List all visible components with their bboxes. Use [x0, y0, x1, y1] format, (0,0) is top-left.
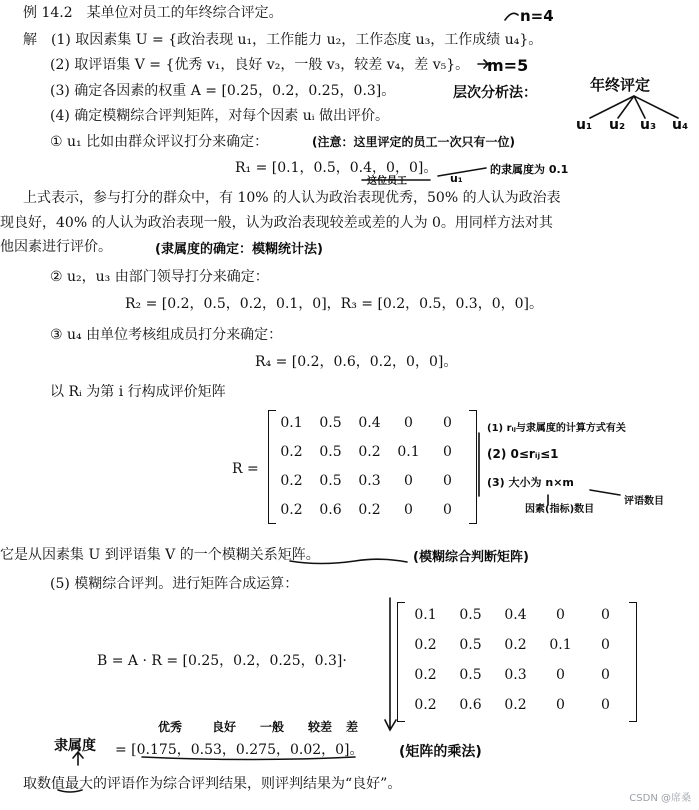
- matrix-cell: 0.3: [358, 473, 381, 489]
- paragraph-2: 以 Rᵢ 为第 i 行构成评价矩阵: [50, 384, 226, 400]
- note-property-1: (1) rᵢⱼ与隶属度的计算方式有关: [487, 423, 626, 434]
- arrow-comment-count: [590, 490, 620, 495]
- note-tree-root: 年终评定: [590, 76, 651, 94]
- b-equation: B = A · R = [0.25，0.2，0.25，0.3]·: [97, 653, 347, 669]
- underline-fuzzy-relation: [290, 559, 407, 563]
- case-3-u4: ③ u₄ 由单位考核组成员打分来确定：: [50, 327, 283, 343]
- r1-vector: R₁ = [0.1，0.5，0.4，0，0]。: [235, 160, 438, 176]
- note-comment-count: 评语数目: [624, 496, 664, 507]
- matrix-cell: 0.1: [549, 637, 572, 653]
- matrix-cell: 0.5: [319, 473, 342, 489]
- matrix-cell: 0.5: [319, 444, 342, 460]
- matrix-cell: 0.2: [358, 444, 381, 460]
- r4-vector: R₄ = [0.2，0.6，0.2，0，0]。: [255, 354, 458, 370]
- note-tree-leaf-2: u₂: [609, 117, 626, 133]
- matrix-cell: 0.2: [504, 637, 527, 653]
- matrix-cell: 0: [443, 473, 452, 489]
- matrix-cell: 0.5: [459, 607, 482, 623]
- note-property-3: (3) 大小为 n×m: [487, 476, 574, 489]
- note-factor-count: 因素(指标)数目: [525, 504, 595, 515]
- matrix-cell: 0.4: [358, 415, 381, 431]
- matrix-cell: 0: [443, 415, 452, 431]
- paragraph-1-line-c: 他因素进行评价。: [0, 239, 112, 255]
- result-vector: = [0.175，0.53，0.275，0.02，0]。: [115, 742, 364, 758]
- watermark: CSDN @席桑: [629, 793, 691, 804]
- note-matrix-multiplication: (矩阵的乘法): [399, 744, 482, 760]
- matrix-cell: 0: [556, 697, 565, 713]
- matrix-cell: 0: [556, 667, 565, 683]
- matrix-cell: 0.5: [319, 415, 342, 431]
- step-3-weights: (3) 确定各因素的权重 A = [0.25，0.2，0.25，0.3]。: [50, 83, 396, 99]
- matrix-cell: 0.4: [504, 607, 527, 623]
- note-fuzzy-judgment-matrix: (模糊综合判断矩阵): [413, 550, 529, 565]
- note-n-equals-4: n=4: [520, 7, 554, 25]
- matrix-cell: 0.5: [459, 667, 482, 683]
- matrix-cell: 0: [443, 444, 452, 460]
- grade-label-bad: 差: [346, 720, 359, 734]
- matrix-cell: 0: [601, 637, 610, 653]
- underline-result: [142, 757, 355, 760]
- matrix-cell: 0: [404, 502, 413, 518]
- arrow-matrix-down: [385, 598, 396, 730]
- matrix-cell: 0.1: [397, 444, 420, 460]
- paragraph-1-line-a: 上式表示，参与打分的群众中，有 10% 的人认为政治表现优秀，50% 的人认为政治表: [23, 190, 561, 206]
- matrix-cell: 0.2: [280, 444, 303, 460]
- arrow-membership-note: [438, 168, 486, 176]
- r2-r3-vectors: R₂ = [0.2，0.5，0.2，0.1，0]，R₃ = [0.2，0.5，0.3，0，0]。: [125, 296, 543, 312]
- note-tree-leaf-4: u₄: [672, 117, 689, 133]
- note-this-employee: 这位员工: [367, 176, 407, 187]
- note-membership-method: (隶属度的确定：模糊统计法): [155, 242, 323, 257]
- step-2-comment-set: (2) 取评语集 V = {优秀 v₁，良好 v₂，一般 v₃，较差 v₄，差 v₅}。: [50, 57, 470, 73]
- paragraph-1-line-b: 现良好，40% 的人认为政治表现一般，认为政治表现较差或差的人为 0。用同样方法对其: [0, 215, 553, 231]
- matrix-cell: 0.5: [459, 637, 482, 653]
- case-2-u2-u3: ② u₂，u₃ 由部门领导打分来确定：: [50, 269, 269, 285]
- note-u1: u₁: [450, 172, 463, 185]
- matrix-r-label: R =: [232, 461, 259, 477]
- note-tree-leaf-3: u₃: [640, 117, 657, 133]
- grade-label-poor: 较差: [308, 720, 333, 734]
- grade-label-good: 良好: [212, 720, 237, 734]
- matrix-cell: 0.2: [358, 502, 381, 518]
- matrix-cell: 0.2: [280, 502, 303, 518]
- grade-label-excellent: 优秀: [158, 720, 183, 734]
- matrix-cell: 0: [404, 415, 413, 431]
- matrix-cell: 0: [601, 697, 610, 713]
- matrix-cell: 0: [556, 607, 565, 623]
- matrix-cell: 0.2: [280, 473, 303, 489]
- note-membership-label: 隶属度: [54, 738, 96, 754]
- matrix-cell: 0.2: [414, 697, 437, 713]
- note-tree-leaf-1: u₁: [576, 117, 593, 133]
- matrix-cell: 0: [404, 473, 413, 489]
- final-conclusion: 取数值最大的评语作为综合评判结果，则评判结果为“良好”。: [23, 776, 402, 792]
- arrow-to-n4: [505, 13, 518, 20]
- note-membership-0-1: 的隶属度为 0.1: [490, 163, 569, 176]
- matrix-cell: 0: [443, 502, 452, 518]
- matrix-cell: 0.2: [414, 637, 437, 653]
- matrix-cell: 0.2: [504, 697, 527, 713]
- grade-label-average: 一般: [260, 720, 285, 734]
- matrix-cell: 0.6: [319, 502, 342, 518]
- note-m-equals-5: m=5: [487, 56, 529, 75]
- step-4-fuzzy-matrix: (4) 确定模糊综合评判矩阵，对每个因素 uᵢ 做出评价。: [50, 108, 390, 124]
- case-1-u1: ① u₁ 比如由群众评议打分来确定：: [50, 134, 269, 150]
- tree-branches: [590, 96, 678, 118]
- note-single-employee: (注意：这里评定的员工一次只有一位): [312, 135, 515, 149]
- example-title: 例 14.2 某单位对员工的年终综合评定。: [23, 5, 283, 21]
- matrix-cell: 0.1: [414, 607, 437, 623]
- matrix-cell: 0.1: [280, 415, 303, 431]
- note-ahp: 层次分析法：: [453, 85, 537, 101]
- arrow-membership-up: [73, 752, 83, 765]
- underline-value: [58, 790, 82, 792]
- paragraph-3: 它是从因素集 U 到评语集 V 的一个模糊关系矩阵。: [0, 547, 320, 563]
- step-1-factor-set: 解 (1) 取因素集 U = {政治表现 u₁，工作能力 u₂，工作态度 u₃，工作成绩 u₄}。: [23, 32, 543, 48]
- matrix-cell: 0: [601, 607, 610, 623]
- matrix-cell: 0.6: [459, 697, 482, 713]
- matrix-cell: 0.3: [504, 667, 527, 683]
- step-5-composition: (5) 模糊综合评判。进行矩阵合成运算：: [50, 576, 299, 592]
- matrix-cell: 0: [601, 667, 610, 683]
- note-property-2: (2) 0≤rᵢⱼ≤1: [487, 447, 559, 461]
- matrix-cell: 0.2: [414, 667, 437, 683]
